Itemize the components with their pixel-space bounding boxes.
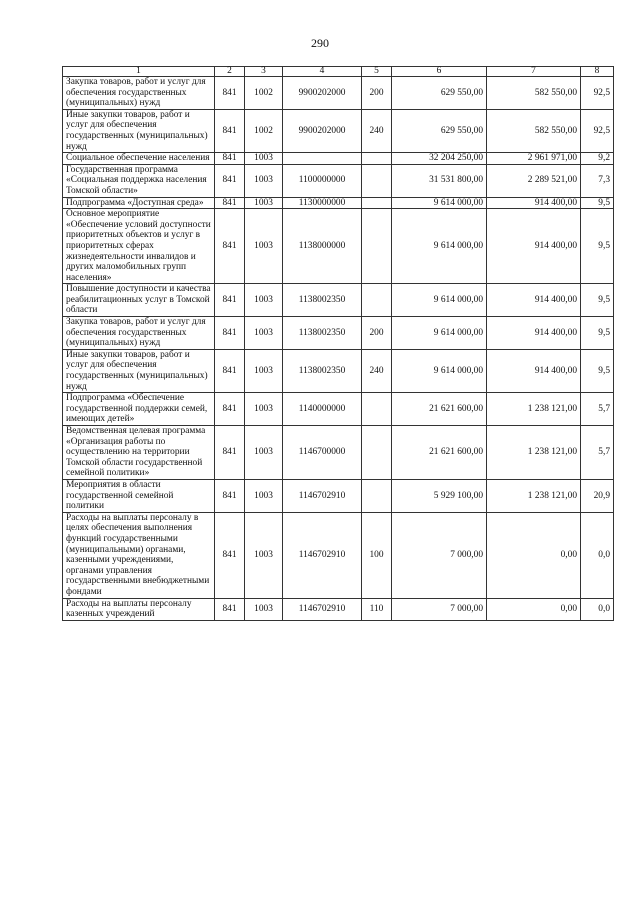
fact-amount-cell: 914 400,00: [487, 317, 581, 350]
section-code-cell: 1003: [245, 512, 283, 598]
percent-cell: 5,7: [581, 426, 614, 480]
header-cell: 3: [245, 67, 283, 77]
header-cell: 8: [581, 67, 614, 77]
percent-cell: 9,5: [581, 197, 614, 209]
percent-cell: 9,5: [581, 349, 614, 392]
plan-amount-cell: 32 204 250,00: [392, 153, 487, 165]
budget-table: [62, 66, 614, 621]
fact-amount-cell: 0,00: [487, 512, 581, 598]
fact-amount-cell: 914 400,00: [487, 209, 581, 284]
percent-cell: 5,7: [581, 393, 614, 426]
expense-type-cell: 240: [362, 349, 392, 392]
row-name-cell: Ведомственная целевая программа «Организация работы по осуществлению на территории Томской области государственной семейной политики»: [63, 426, 215, 480]
section-code-cell: 1003: [245, 317, 283, 350]
row-name-cell: Мероприятия в области государственной семейной политики: [63, 479, 215, 512]
row-name-cell: Закупка товаров, работ и услуг для обеспечения государственных (муниципальных) нужд: [63, 77, 215, 110]
plan-amount-cell: 21 621 600,00: [392, 393, 487, 426]
grbs-code-cell: 841: [215, 164, 245, 197]
row-name-cell: Подпрограмма «Обеспечение государственной поддержки семей, имеющих детей»: [63, 393, 215, 426]
section-code-cell: 1003: [245, 393, 283, 426]
table-row: [63, 164, 614, 197]
row-name-cell: Государственная программа «Социальная поддержка населения Томской области»: [63, 164, 215, 197]
row-name-cell: Расходы на выплаты персоналу в целях обеспечения выполнения функций государственными (муниципальными) органами, казенными учреждениями, органами управления государственными внебюджетными фондами: [63, 512, 215, 598]
table-row: [63, 317, 614, 350]
fact-amount-cell: 1 238 121,00: [487, 426, 581, 480]
fact-amount-cell: 914 400,00: [487, 197, 581, 209]
table-row: [63, 512, 614, 598]
section-code-cell: 1003: [245, 164, 283, 197]
row-name-cell: Основное мероприятие «Обеспечение условий доступности приоритетных объектов и услуг в приоритетных сферах жизнедеятельности инвалидов и других маломобильных групп населения»: [63, 209, 215, 284]
expense-type-cell: 240: [362, 109, 392, 152]
percent-cell: 20,9: [581, 479, 614, 512]
grbs-code-cell: 841: [215, 479, 245, 512]
grbs-code-cell: 841: [215, 209, 245, 284]
section-code-cell: 1003: [245, 153, 283, 165]
fact-amount-cell: 914 400,00: [487, 349, 581, 392]
percent-cell: 92,5: [581, 109, 614, 152]
grbs-code-cell: 841: [215, 197, 245, 209]
percent-cell: 0,0: [581, 598, 614, 620]
plan-amount-cell: 21 621 600,00: [392, 426, 487, 480]
row-name-cell: Закупка товаров, работ и услуг для обеспечения государственных (муниципальных) нужд: [63, 317, 215, 350]
percent-cell: 9,5: [581, 209, 614, 284]
expense-type-cell: [362, 197, 392, 209]
table-row: [63, 284, 614, 317]
plan-amount-cell: 9 614 000,00: [392, 197, 487, 209]
header-row: [63, 67, 614, 77]
grbs-code-cell: 841: [215, 512, 245, 598]
grbs-code-cell: 841: [215, 77, 245, 110]
target-article-cell: 1146700000: [283, 426, 362, 480]
percent-cell: 9,5: [581, 317, 614, 350]
target-article-cell: 1130000000: [283, 197, 362, 209]
target-article-cell: 1140000000: [283, 393, 362, 426]
target-article-cell: 1138002350: [283, 349, 362, 392]
row-name-cell: Социальное обеспечение населения: [63, 153, 215, 165]
grbs-code-cell: 841: [215, 393, 245, 426]
target-article-cell: 1146702910: [283, 598, 362, 620]
plan-amount-cell: 9 614 000,00: [392, 209, 487, 284]
table-row: [63, 479, 614, 512]
section-code-cell: 1003: [245, 349, 283, 392]
expense-type-cell: [362, 479, 392, 512]
table-row: [63, 209, 614, 284]
fact-amount-cell: 2 289 521,00: [487, 164, 581, 197]
percent-cell: 92,5: [581, 77, 614, 110]
plan-amount-cell: 7 000,00: [392, 512, 487, 598]
expense-type-cell: [362, 209, 392, 284]
fact-amount-cell: 582 550,00: [487, 109, 581, 152]
target-article-cell: 1138000000: [283, 209, 362, 284]
plan-amount-cell: 7 000,00: [392, 598, 487, 620]
plan-amount-cell: 9 614 000,00: [392, 349, 487, 392]
expense-type-cell: [362, 164, 392, 197]
header-cell: 5: [362, 67, 392, 77]
header-cell: 7: [487, 67, 581, 77]
target-article-cell: [283, 153, 362, 165]
target-article-cell: 1146702910: [283, 479, 362, 512]
grbs-code-cell: 841: [215, 109, 245, 152]
grbs-code-cell: 841: [215, 598, 245, 620]
section-code-cell: 1003: [245, 598, 283, 620]
header-cell: 6: [392, 67, 487, 77]
header-cell: 1: [63, 67, 215, 77]
section-code-cell: 1003: [245, 284, 283, 317]
expense-type-cell: [362, 284, 392, 317]
page-number: 290: [311, 36, 329, 50]
row-name-cell: Повышение доступности и качества реабилитационных услуг в Томской области: [63, 284, 215, 317]
expense-type-cell: [362, 426, 392, 480]
grbs-code-cell: 841: [215, 317, 245, 350]
expense-type-cell: 110: [362, 598, 392, 620]
percent-cell: 9,2: [581, 153, 614, 165]
expense-type-cell: 200: [362, 317, 392, 350]
fact-amount-cell: 582 550,00: [487, 77, 581, 110]
fact-amount-cell: 1 238 121,00: [487, 479, 581, 512]
expense-type-cell: [362, 393, 392, 426]
grbs-code-cell: 841: [215, 284, 245, 317]
plan-amount-cell: 9 614 000,00: [392, 284, 487, 317]
section-code-cell: 1003: [245, 209, 283, 284]
grbs-code-cell: 841: [215, 153, 245, 165]
target-article-cell: 1146702910: [283, 512, 362, 598]
table-row: [63, 349, 614, 392]
target-article-cell: 1138002350: [283, 317, 362, 350]
target-article-cell: 9900202000: [283, 77, 362, 110]
plan-amount-cell: 629 550,00: [392, 77, 487, 110]
percent-cell: 0,0: [581, 512, 614, 598]
target-article-cell: 9900202000: [283, 109, 362, 152]
table-row: [63, 426, 614, 480]
table-row: [63, 77, 614, 110]
fact-amount-cell: 0,00: [487, 598, 581, 620]
grbs-code-cell: 841: [215, 349, 245, 392]
table-row: [63, 393, 614, 426]
section-code-cell: 1003: [245, 197, 283, 209]
row-name-cell: Иные закупки товаров, работ и услуг для обеспечения государственных (муниципальных) нужд: [63, 109, 215, 152]
row-name-cell: Подпрограмма «Доступная среда»: [63, 197, 215, 209]
section-code-cell: 1002: [245, 109, 283, 152]
row-name-cell: Иные закупки товаров, работ и услуг для обеспечения государственных (муниципальных) нужд: [63, 349, 215, 392]
grbs-code-cell: 841: [215, 426, 245, 480]
plan-amount-cell: 5 929 100,00: [392, 479, 487, 512]
table-row: [63, 109, 614, 152]
header-cell: 2: [215, 67, 245, 77]
plan-amount-cell: 31 531 800,00: [392, 164, 487, 197]
target-article-cell: 1100000000: [283, 164, 362, 197]
target-article-cell: 1138002350: [283, 284, 362, 317]
fact-amount-cell: 1 238 121,00: [487, 393, 581, 426]
table-row: [63, 197, 614, 209]
fact-amount-cell: 2 961 971,00: [487, 153, 581, 165]
plan-amount-cell: 629 550,00: [392, 109, 487, 152]
expense-type-cell: 200: [362, 77, 392, 110]
table-row: [63, 598, 614, 620]
expense-type-cell: [362, 153, 392, 165]
table-row: [63, 153, 614, 165]
percent-cell: 7,3: [581, 164, 614, 197]
expense-type-cell: 100: [362, 512, 392, 598]
percent-cell: 9,5: [581, 284, 614, 317]
row-name-cell: Расходы на выплаты персоналу казенных учреждений: [63, 598, 215, 620]
plan-amount-cell: 9 614 000,00: [392, 317, 487, 350]
fact-amount-cell: 914 400,00: [487, 284, 581, 317]
section-code-cell: 1002: [245, 77, 283, 110]
section-code-cell: 1003: [245, 426, 283, 480]
section-code-cell: 1003: [245, 479, 283, 512]
header-cell: 4: [283, 67, 362, 77]
